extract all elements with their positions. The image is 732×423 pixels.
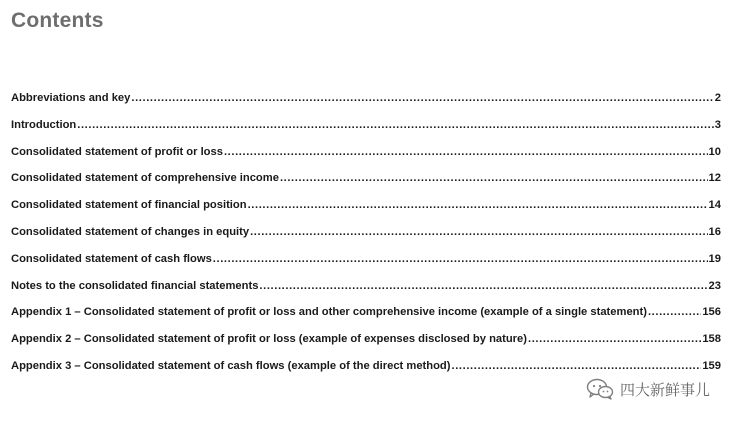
toc-entry-label: Appendix 3 – Consolidated statement of cash flows (example of the direct method): [11, 359, 451, 372]
dot-leader: [528, 333, 701, 345]
toc-entry-label: Appendix 2 – Consolidated statement of profit or loss (example of expenses disclosed by nature): [11, 333, 527, 346]
watermark: [586, 378, 710, 400]
table-of-contents: [11, 92, 721, 387]
toc-entry-page: 159: [702, 359, 721, 372]
toc-entry-page: 23: [708, 279, 721, 292]
toc-entry[interactable]: [11, 172, 721, 199]
toc-entry-page: 158: [702, 333, 721, 346]
dot-leader: [131, 92, 713, 104]
toc-entry-page: 10: [708, 145, 721, 158]
toc-entry[interactable]: [11, 306, 721, 333]
dot-leader: [213, 253, 708, 265]
toc-entry-page: 3: [714, 118, 721, 131]
dot-leader: [224, 146, 708, 158]
toc-entry[interactable]: [11, 253, 721, 280]
dot-leader: [250, 226, 707, 238]
wechat-icon: [586, 378, 614, 400]
toc-entry-page: 14: [708, 199, 721, 212]
watermark-text: 四大新鲜事儿: [619, 380, 710, 399]
toc-entry-label: Consolidated statement of comprehensive income: [11, 172, 279, 185]
toc-entry[interactable]: [11, 92, 721, 119]
dot-leader: [452, 360, 702, 372]
toc-entry-page: 156: [702, 306, 721, 319]
toc-entry[interactable]: [11, 333, 721, 360]
toc-entry[interactable]: [11, 199, 721, 226]
toc-entry-label: Abbreviations and key: [11, 92, 131, 104]
toc-entry-label: Notes to the consolidated financial statements: [11, 279, 259, 292]
dot-leader: [280, 172, 708, 184]
dot-leader: [259, 280, 707, 292]
toc-entry[interactable]: [11, 280, 721, 307]
toc-entry-page: 2: [714, 92, 721, 104]
toc-entry[interactable]: [11, 119, 721, 146]
toc-entry-label: Consolidated statement of cash flows: [11, 252, 212, 265]
toc-entry-label: Consolidated statement of changes in equity: [11, 225, 250, 238]
toc-entry-page: 16: [708, 225, 721, 238]
toc-entry-page: 19: [708, 252, 721, 265]
toc-entry-label: Consolidated statement of financial position: [11, 199, 247, 212]
toc-entry[interactable]: [11, 226, 721, 253]
dot-leader: [648, 306, 701, 318]
toc-entry-label: Consolidated statement of profit or loss: [11, 145, 223, 158]
page-title: Contents: [11, 9, 104, 32]
toc-entry[interactable]: [11, 146, 721, 173]
toc-entry-label: Appendix 1 – Consolidated statement of profit or loss and other comprehensive income (example of a single statement): [11, 306, 647, 319]
dot-leader: [77, 119, 714, 131]
dot-leader: [248, 199, 708, 211]
toc-entry-page: 12: [708, 172, 721, 185]
toc-entry-label: Introduction: [11, 118, 77, 131]
